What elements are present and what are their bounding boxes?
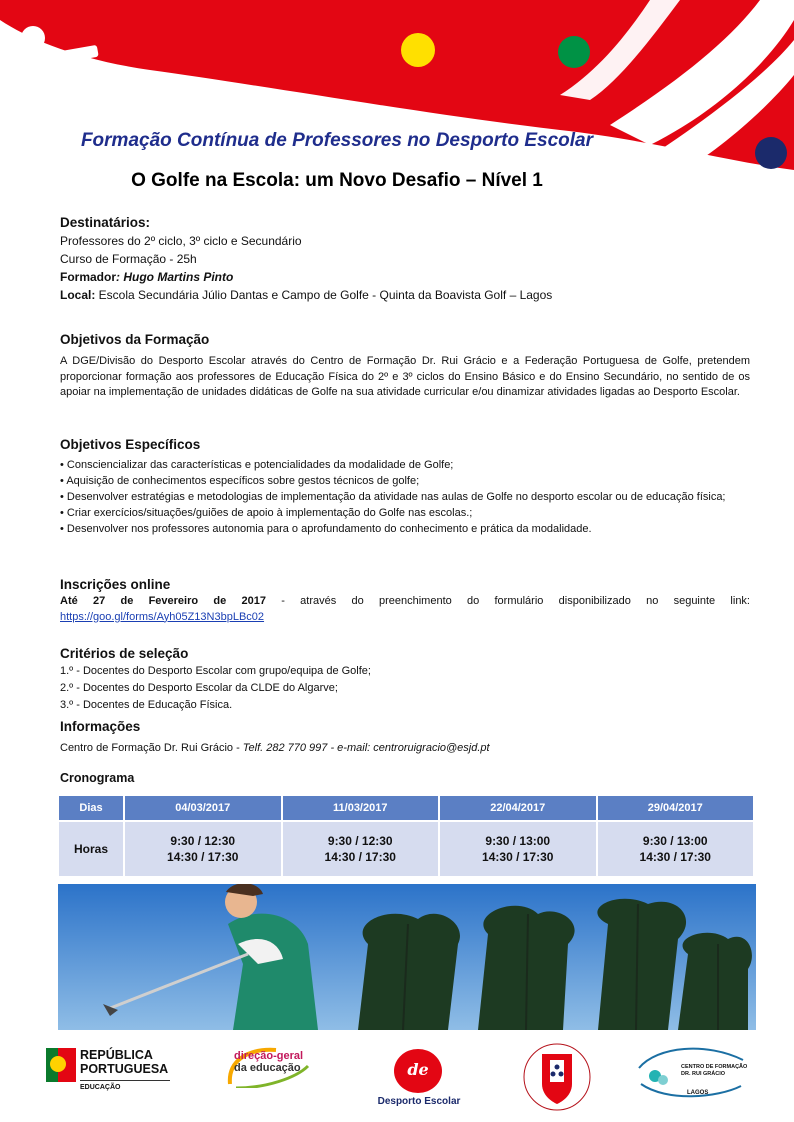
- table-header-row: [59, 796, 753, 820]
- especificos-heading: Objetivos Específicos: [60, 437, 201, 452]
- inscricoes-text: - através do preenchimento do formulário disponibilizado no seguinte link:: [265, 595, 750, 607]
- formador-line: [60, 268, 750, 286]
- table-cell: 9:30 / 12:30 14:30 / 17:30: [283, 822, 439, 876]
- navy-dot: [755, 137, 787, 169]
- objetivos-heading: Objetivos da Formação: [60, 332, 210, 347]
- local-label: Local:: [60, 288, 96, 302]
- destinatarios-line: Professores do 2º ciclo, 3º ciclo e Secundário: [60, 234, 302, 248]
- col-header-dias: Dias: [59, 796, 123, 820]
- local-value: Escola Secundária Júlio Dantas e Campo de Golfe - Quinta da Boavista Golf – Lagos: [95, 288, 553, 302]
- table-cell: 9:30 / 13:00 14:30 / 17:30: [598, 822, 754, 876]
- coat-of-arms-icon: [46, 1046, 76, 1086]
- list-item: • Desenvolver nos professores autonomia para o aprofundamento do conhecimento e prática da modalidade.: [60, 523, 592, 535]
- logo-text: EDUCAÇÃO: [80, 1080, 170, 1091]
- logo-text: da educação: [234, 1062, 301, 1074]
- logo-text: PORTUGUESA: [80, 1062, 169, 1076]
- table-cell: 9:30 / 13:00 14:30 / 17:30: [440, 822, 596, 876]
- logo-text: direção-geral: [234, 1050, 304, 1062]
- logo-text: LAGOS: [687, 1090, 709, 1096]
- fpg-logo: [522, 1040, 592, 1114]
- col-header-date: 22/04/2017: [440, 796, 596, 820]
- cronograma-section: [60, 769, 750, 787]
- criterios-heading: Critérios de seleção: [60, 646, 189, 661]
- cronograma-heading: Cronograma: [60, 771, 135, 785]
- course-duration: Curso de Formação - 25h: [60, 252, 197, 266]
- logo-text: [524, 1040, 525, 1041]
- local-line: [60, 286, 750, 304]
- golfer-photo: [58, 884, 756, 1030]
- objetivos-section: [60, 331, 750, 401]
- table-row: [59, 822, 753, 876]
- logo-text: de: [407, 1060, 429, 1079]
- table-cell: 9:30 / 12:30 14:30 / 17:30: [125, 822, 281, 876]
- page-title: Formação Contínua de Professores no Desporto Escolar: [80, 130, 594, 151]
- col-header-date: 29/04/2017: [598, 796, 754, 820]
- form-link[interactable]: https://goo.gl/forms/Ayh05Z13N3bpLBc02: [60, 610, 265, 623]
- formador-label: Formador: [60, 270, 117, 284]
- logo-text: CENTRO DE FORMAÇÃO: [681, 1064, 748, 1070]
- informacoes-heading: Informações: [60, 719, 141, 734]
- dge-logo: [226, 1040, 316, 1114]
- destinatarios-section: [60, 214, 750, 304]
- yellow-dot: [401, 33, 435, 67]
- green-dot: [558, 36, 590, 68]
- destinatarios-heading: Destinatários:: [60, 215, 151, 230]
- list-item: • Consciencializar das características e potencialidades da modalidade de Golfe;: [60, 459, 454, 471]
- especificos-list: [60, 457, 750, 537]
- page-subtitle: O Golfe na Escola: um Novo Desafio – Nível 1: [131, 170, 543, 191]
- list-item: • Aquisição de conhecimentos específicos sobre gestos técnicos de golfe;: [60, 475, 420, 487]
- especificos-section: [60, 436, 750, 537]
- criterios-section: [60, 645, 750, 714]
- deadline: Até 27 de Fevereiro de 2017: [60, 595, 266, 607]
- centro-formacao-logo: [637, 1040, 749, 1114]
- inscricoes-heading: Inscrições online: [60, 577, 171, 592]
- centro-name: Centro de Formação Dr. Rui Grácio -: [60, 742, 243, 754]
- list-item: 1.º - Docentes do Desporto Escolar com grupo/equipa de Golfe;: [60, 665, 371, 677]
- republica-portuguesa-logo: [46, 1040, 176, 1114]
- desporto-escolar-logo: [368, 1040, 470, 1114]
- list-item: 2.º - Docentes do Desporto Escolar da CLDE do Algarve;: [60, 682, 338, 694]
- list-item: 3.º - Docentes de Educação Física.: [60, 699, 233, 711]
- informacoes-section: [60, 718, 750, 757]
- contact-info: Telf. 282 770 997 - e-mail: centroruigracio@esjd.pt: [242, 742, 490, 754]
- list-item: • Desenvolver estratégias e metodologias de implementação da atividade nas aulas de Golfe no desporto escolar ou de educação física;: [60, 491, 726, 503]
- schedule-table: [57, 794, 755, 878]
- logo-text: REPÚBLICA: [80, 1048, 153, 1062]
- fpg-crest-icon: [522, 1040, 592, 1114]
- col-header-date: 04/03/2017: [125, 796, 281, 820]
- list-item: • Criar exercícios/situações/guiões de apoio à implementação do Golfe nas escolas.;: [60, 507, 473, 519]
- logo-text: Desporto Escolar: [377, 1096, 461, 1107]
- row-header-horas: Horas: [59, 822, 123, 876]
- logo-text: DR. RUI GRÁCIO: [681, 1071, 725, 1077]
- formador-name: : Hugo Martins Pinto: [116, 270, 234, 284]
- objetivos-text: A DGE/Divisão do Desporto Escolar através do Centro de Formação Dr. Rui Grácio e a Federação Portuguesa de Golfe, pretendem proporcionar formação aos professores de Educação Física do 2º e 3º ciclos do Ensino Básico e do Ensino Secundário, no sentido de os apoiar na implementação de unidades didáticas de Golfe na sua atividade curricular e/ou dinamizar atividades ligadas ao Desporto Escolar.: [60, 355, 750, 398]
- inscricoes-section: [60, 576, 750, 625]
- col-header-date: 11/03/2017: [283, 796, 439, 820]
